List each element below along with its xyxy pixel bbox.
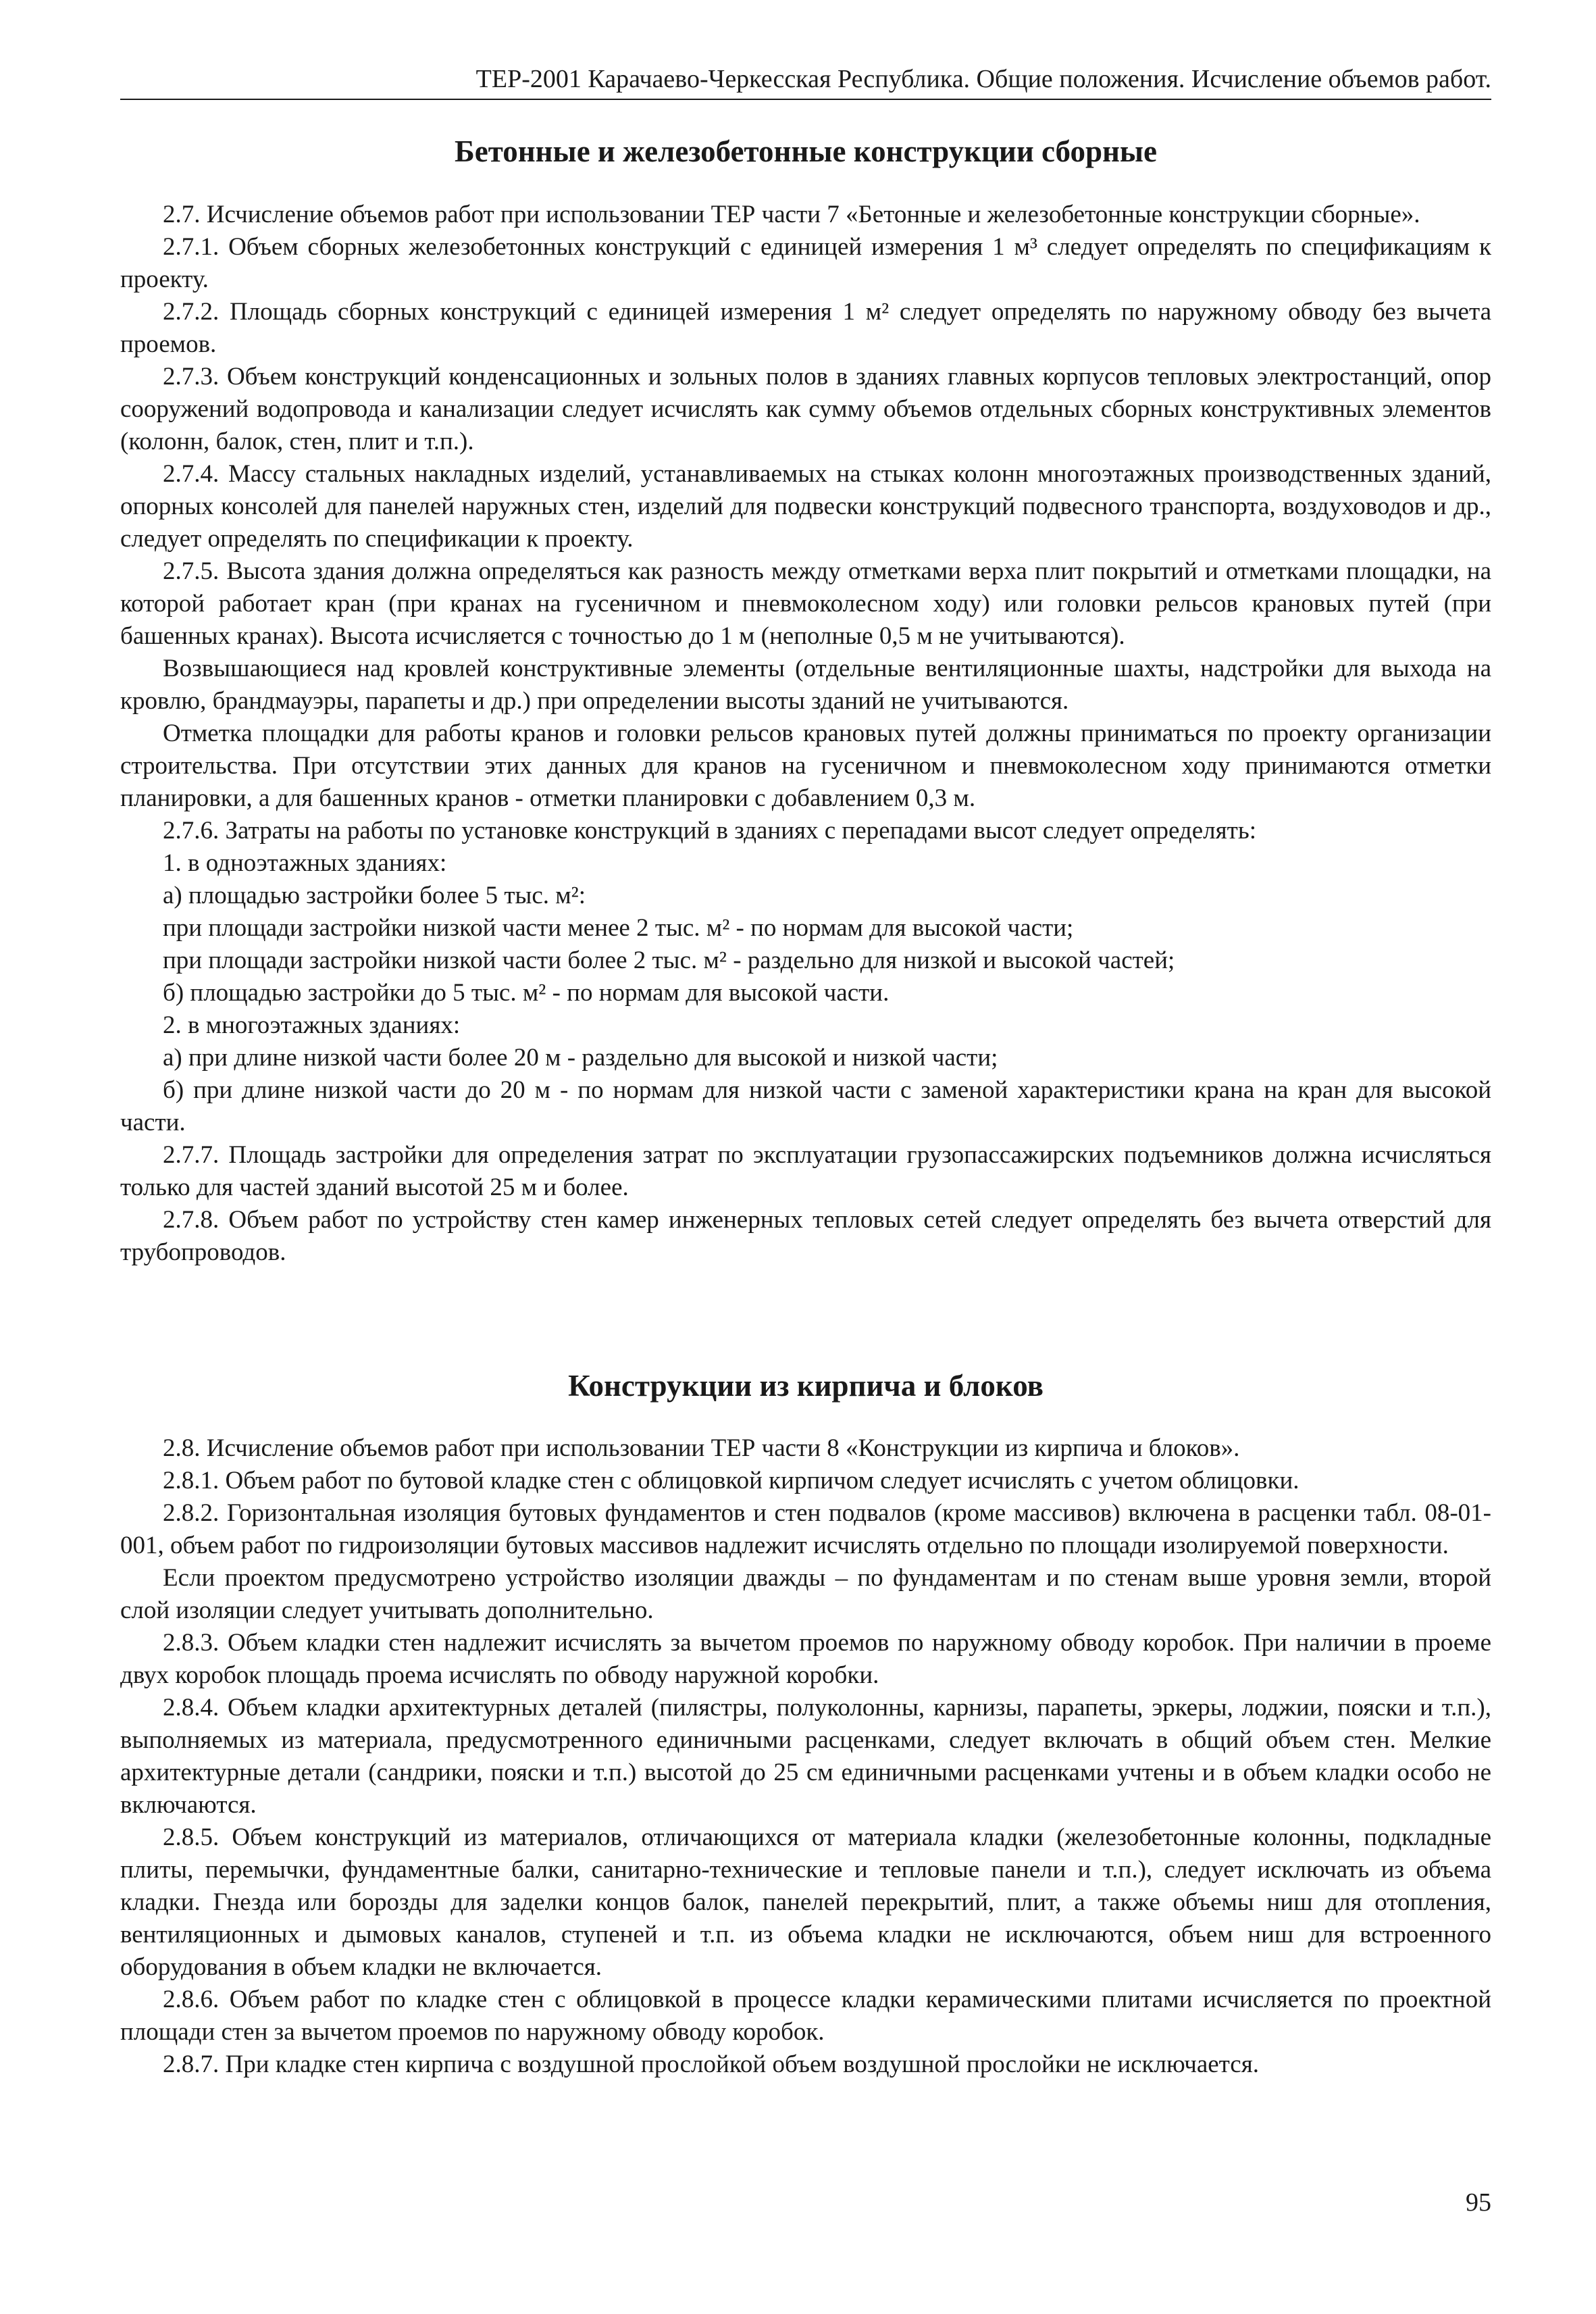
paragraph: 2.7.2. Площадь сборных конструкций с единицей измерения 1 м² следует определять по наружному обводу без вычета проемов.: [120, 298, 1491, 358]
paragraph: 2.7.3. Объем конструкций конденсационных и зольных полов в зданиях главных корпусов тепловых электростанций, опор сооружений водопровода и канализации следует исчислять как сумму объемов отдельных сборных конструктивных элементов (колонн, балок, стен, плит и т.п.).: [120, 363, 1491, 455]
list-item: при площади застройки низкой части менее 2 тыс. м² - по нормам для высокой части;: [163, 914, 1074, 942]
paragraph: 2.8. Исчисление объемов работ при использовании ТЕР части 8 «Конструкции из кирпича и блоков».: [163, 1434, 1240, 1462]
paragraph: 2.8.2. Горизонтальная изоляция бутовых фундаментов и стен подвалов (кроме массивов) включена в расценки табл. 08-01-001, объем работ по гидроизоляции бутовых массивов надлежит исчислять отдельно по площади изолируемой поверхности.: [120, 1499, 1491, 1559]
section-brick-and-block: [120, 1432, 1491, 2081]
paragraph: 2.7. Исчисление объемов работ при использовании ТЕР части 7 «Бетонные и железобетонные конструкции сборные».: [163, 201, 1420, 228]
paragraph: 2.7.6. Затраты на работы по установке конструкций в зданиях с перепадами высот следует определять:: [163, 817, 1256, 845]
paragraph: 2.8.5. Объем конструкций из материалов, отличающихся от материала кладки (железобетонные колонны, подкладные плиты, перемычки, фундаментные балки, санитарно-технические и тепловые панели и т.п.), следует исключать из объема кладки. Гнезда или борозды для заделки концов балок, панелей перекрытий, плит, а также объемы ниш для отопления, вентиляционных и дымовых каналов, ступеней и т.п. из объема кладки не исключаются, объем ниш для встроенного оборудования в объем кладки не включается.: [120, 1823, 1491, 1981]
paragraph: 2.8.4. Объем кладки архитектурных деталей (пилястры, полуколонны, карнизы, парапеты, эркеры, лоджии, пояски и т.п.), выполняемых из материала, предусмотренного единичными расценками, следует включать в общий объем стен. Мелкие архитектурные детали (сандрики, пояски и т.п.) высотой до 25 см единичными расценками учтены и в объем кладки особо не включаются.: [120, 1694, 1491, 1819]
paragraph: 2.7.1. Объем сборных железобетонных конструкций с единицей измерения 1 м³ следует определять по спецификациям к проекту.: [120, 233, 1491, 293]
list-item: б) при длине низкой части до 20 м - по нормам для низкой части с заменой характеристики крана на кран для высокой части.: [120, 1076, 1491, 1136]
list-item: 1. в одноэтажных зданиях:: [163, 849, 447, 877]
section-title-precast-concrete: Бетонные и железобетонные конструкции сборные: [454, 134, 1158, 168]
paragraph: 2.8.3. Объем кладки стен надлежит исчислять за вычетом проемов по наружному обводу коробок. При наличии в проеме двух коробок площадь проема исчислять по обводу наружной коробки.: [120, 1629, 1491, 1689]
paragraph: Если проектом предусмотрено устройство изоляции дважды – по фундаментам и по стенам выше уровня земли, второй слой изоляции следует учитывать дополнительно.: [120, 1564, 1491, 1624]
running-header: ТЕР-2001 Карачаево-Черкесская Республика. Общие положения. Исчисление объемов работ.: [475, 65, 1491, 93]
paragraph: 2.7.8. Объем работ по устройству стен камер инженерных тепловых сетей следует определять без вычета отверстий для трубопроводов.: [120, 1206, 1491, 1266]
section-title-brick-and-block: Конструкции из кирпича и блоков: [568, 1369, 1044, 1403]
list-item: б) площадью застройки до 5 тыс. м² - по нормам для высокой части.: [163, 979, 890, 1007]
paragraph: Возвышающиеся над кровлей конструктивные элементы (отдельные вентиляционные шахты, надстройки для выхода на кровлю, брандмауэры, парапеты и др.) при определении высоты зданий не учитываются.: [120, 655, 1491, 715]
document-page: [120, 0, 1491, 2314]
paragraph: Отметка площадки для работы кранов и головки рельсов крановых путей должны приниматься по проекту организации строительства. При отсутствии этих данных для кранов на гусеничном и пневмоколесном ходу принимаются отметки планировки, а для башенных кранов - отметки планировки с добавлением 0,3 м.: [120, 720, 1491, 812]
paragraph: 2.7.7. Площадь застройки для определения затрат по эксплуатации грузопассажирских подъемников должна исчисляться только для частей зданий высотой 25 м и более.: [120, 1141, 1491, 1201]
header-divider: [120, 99, 1491, 100]
list-item: при площади застройки низкой части более 2 тыс. м² - раздельно для низкой и высокой частей;: [163, 947, 1175, 974]
paragraph: 2.7.5. Высота здания должна определяться как разность между отметками верха плит покрытий и отметками площадки, на которой работает кран (при кранах на гусеничном и пневмоколесном ходу) или головки рельсов крановых путей (при башенных кранах). Высота исчисляется с точностью до 1 м (неполные 0,5 м не учитываются).: [120, 557, 1491, 650]
paragraph: 2.8.1. Объем работ по бутовой кладке стен с облицовкой кирпичом следует исчислять с учетом облицовки.: [163, 1467, 1299, 1494]
paragraph: 2.8.6. Объем работ по кладке стен с облицовкой в процессе кладки керамическими плитами исчисляется по проектной площади стен за вычетом проемов по наружному обводу коробок.: [120, 1986, 1491, 2046]
list-item: 2. в многоэтажных зданиях:: [163, 1011, 461, 1039]
section-precast-concrete: [120, 199, 1491, 1269]
list-item: а) площадью застройки более 5 тыс. м²:: [163, 882, 586, 909]
page-number: 95: [1466, 2188, 1491, 2217]
paragraph: 2.8.7. При кладке стен кирпича с воздушной прослойкой объем воздушной прослойки не исключается.: [163, 2051, 1259, 2078]
paragraph: 2.7.4. Массу стальных накладных изделий, устанавливаемых на стыках колонн многоэтажных производственных зданий, опорных консолей для панелей наружных стен, изделий для подвески конструкций подвесного транспорта, воздуховодов и др., следует определять по спецификации к проекту.: [120, 460, 1491, 553]
list-item: а) при длине низкой части более 20 м - раздельно для высокой и низкой части;: [163, 1044, 998, 1072]
